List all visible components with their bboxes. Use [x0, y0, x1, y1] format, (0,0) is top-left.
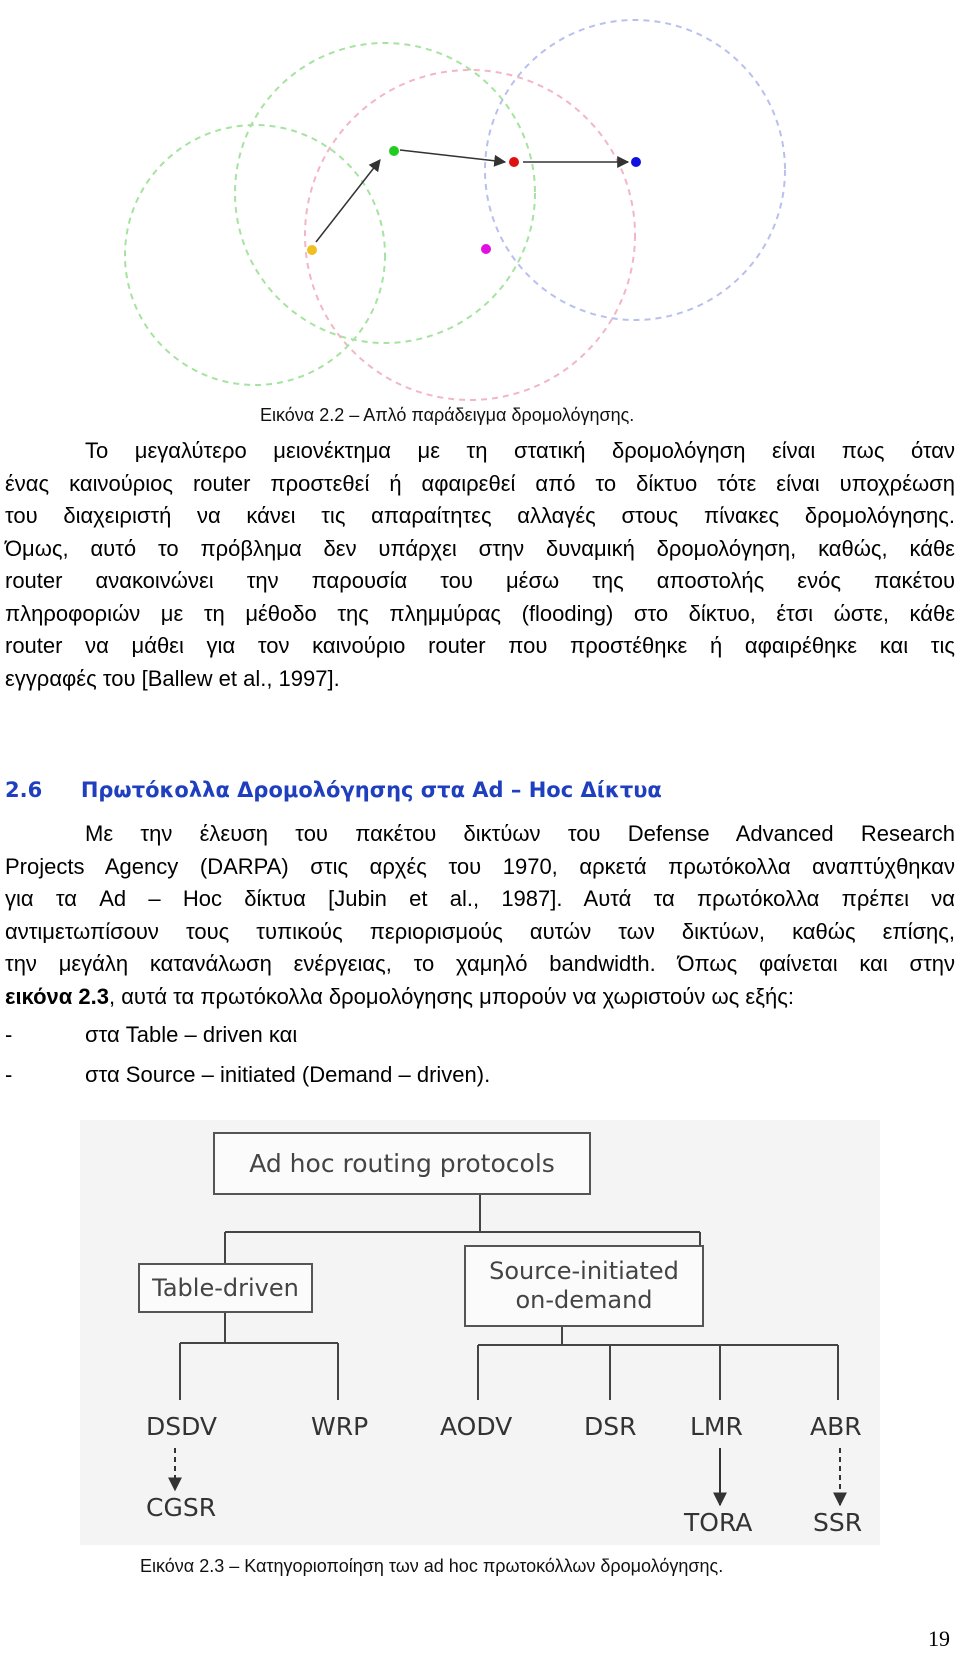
- source-initiated-box: [464, 1245, 704, 1327]
- text-line: εγγραφές του [Ballew et al., 1997].: [5, 665, 340, 691]
- leaf-ssr: SSR: [813, 1508, 863, 1537]
- source-initiated-line2: on-demand: [515, 1286, 653, 1314]
- table-driven-box: Table-driven: [138, 1263, 313, 1313]
- bullet-text: στα Source – initiated (Demand – driven).: [85, 1062, 491, 1087]
- bullet-text: στα Table – driven και: [85, 1022, 298, 1047]
- text-line: του διαχειριστή να κάνει τις απαραίτητες αλλαγές στους πίνακες δρομολόγησης.: [5, 503, 955, 528]
- leaf-tora: TORA: [684, 1508, 753, 1537]
- text-line: αντιμετωπίσουν τους τυπικούς περιορισμούς αυτών των δικτύων, καθώς επίσης,: [5, 918, 955, 944]
- text-line: πληροφοριών με τη μέθοδο της πλημμύρας (flooding) στο δίκτυο, έτσι ώστε, κάθε: [5, 600, 955, 626]
- root-node-box: Ad hoc routing protocols: [213, 1132, 591, 1195]
- figure-reference: εικόνα 2.3: [5, 983, 109, 1009]
- source-initiated-line1: Source-initiated: [489, 1257, 679, 1285]
- figure-caption-2-3: Εικόνα 2.3 – Κατηγοριοποίηση των ad hoc πρωτοκόλλων δρομολόγησης.: [140, 1556, 724, 1576]
- leaf-wrp: WRP: [311, 1412, 369, 1441]
- figure-caption-2-2: Εικόνα 2.2 – Απλό παράδειγμα δρομολόγησης.: [260, 405, 635, 425]
- leaf-aodv: AODV: [440, 1412, 513, 1441]
- leaf-dsr: DSR: [584, 1412, 637, 1441]
- section-number: 2.6: [5, 778, 43, 802]
- text-line: την μεγάλη κατανάλωση ενέργειας, το χαμηλό bandwidth. Όπως φαίνεται και στην: [5, 951, 955, 976]
- text-line: για τα Ad – Hoc δίκτυα [Jubin et al., 1987]. Αυτά τα πρωτόκολλα πρέπει να: [5, 886, 955, 911]
- leaf-cgsr: CGSR: [146, 1493, 217, 1522]
- text-line: Το μεγαλύτερο μειονέκτημα με τη στατική δρομολόγηση είναι πως όταν: [85, 438, 955, 463]
- leaf-dsdv: DSDV: [146, 1412, 218, 1441]
- text-line: router να μάθει για τον καινούριο router που προστέθηκε ή αφαιρέθηκε και τις: [5, 633, 955, 658]
- text-line: Projects Agency (DARPA) στις αρχές του 1970, αρκετά πρωτόκολλα αναπτύχθηκαν: [5, 853, 955, 879]
- text-line: router ανακοινώνει την παρουσία του μέσω της αποστολής ενός πακέτου: [5, 568, 955, 593]
- text-line: ένας καινούριος router προστεθεί ή αφαιρεθεί από το δίκτυο τότε είναι υποχρέωση: [5, 470, 955, 496]
- text-line-rest: , αυτά τα πρωτόκολλα δρομολόγησης μπορούν να χωριστούν ως εξής:: [108, 983, 794, 1009]
- text-line: Όμως, αυτό το πρόβλημα δεν υπάρχει στην δυναμική δρομολόγηση, καθώς, κάθε: [5, 535, 955, 561]
- page-number: 19: [928, 1626, 950, 1651]
- section-title: Πρωτόκολλα Δρομολόγησης στα Ad – Hoc Δίκτυα: [80, 778, 662, 802]
- leaf-abr: ABR: [810, 1412, 862, 1441]
- leaf-lmr: LMR: [690, 1412, 743, 1441]
- text-line: Με την έλευση του πακέτου δικτύων του Defense Advanced Research: [85, 821, 955, 846]
- bullet-dash: -: [5, 1062, 13, 1087]
- bullet-dash: -: [5, 1022, 13, 1047]
